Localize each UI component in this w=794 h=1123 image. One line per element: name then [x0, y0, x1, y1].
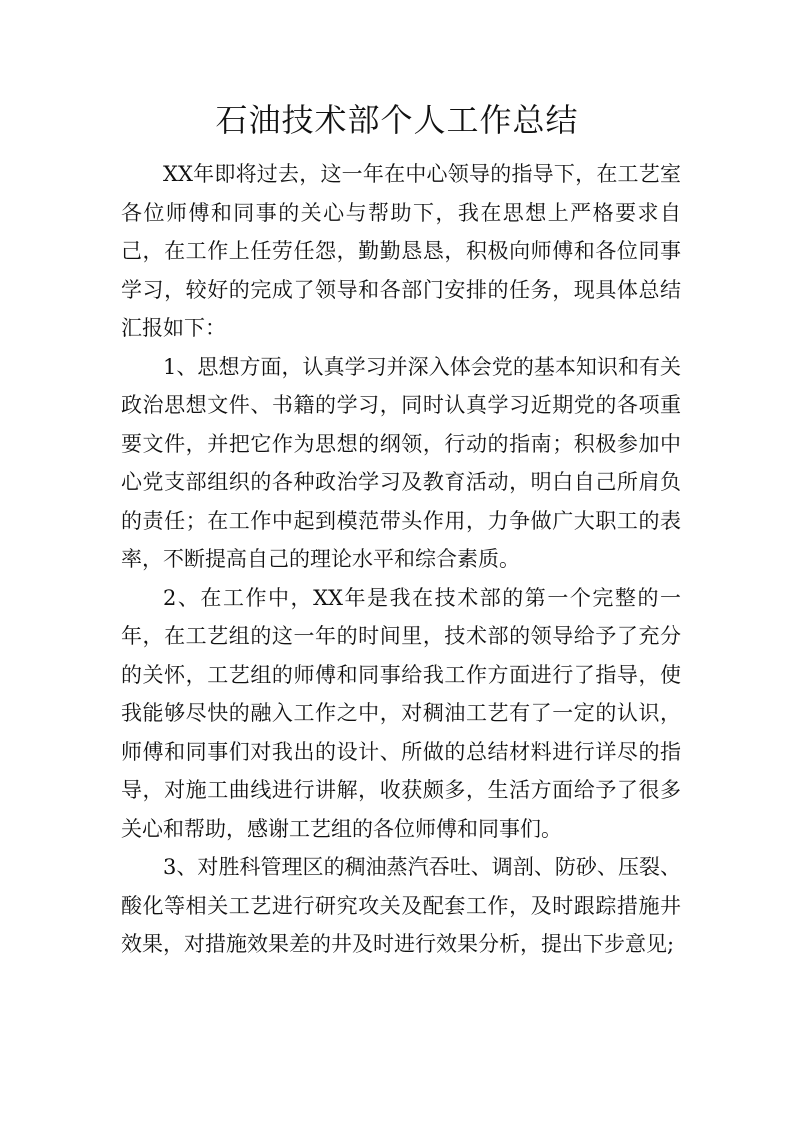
paragraph-intro: XX年即将过去，这一年在中心领导的指导下，在工艺室各位师傅和同事的关心与帮助下，我在思想上严格要求自己，在工作上任劳任怨，勤勤恳恳，积极向师傅和各位同事学习，较好的完成了领导和各部门安排的任务，现具体总结汇报如下：: [121, 162, 681, 340]
paragraph-work: 2、在工作中，XX年是我在技术部的第一个完整的一年，在工艺组的这一年的时间里，技术部的领导给予了充分的关怀，工艺组的师傅和同事给我工作方面进行了指导，使我能够尽快的融入工作之中，对稠油工艺有了一定的认识，师傅和同事们对我出的设计、所做的总结材料进行详尽的指导，对施工曲线进行讲解，收获颇多，生活方面给予了很多关心和帮助，感谢工艺组的各位师傅和同事们。: [121, 585, 681, 841]
paragraph-ideology: 1、思想方面，认真学习并深入体会党的基本知识和有关政治思想文件、书籍的学习，同时认真学习近期党的各项重要文件，并把它作为思想的纲领，行动的指南；积极参加中心党支部组织的各种政治学习及教育活动，明白自己所肩负的责任；在工作中起到模范带头作用，力争做广大职工的表率，不断提高自己的理论水平和综合素质。: [121, 354, 681, 571]
document-body: [121, 155, 681, 964]
document-title: 石油技术部个人工作总结: [215, 101, 579, 139]
paragraph-research: 3、对胜科管理区的稠油蒸汽吞吐、调剖、防砂、压裂、酸化等相关工艺进行研究攻关及配套工作，及时跟踪措施井效果，对措施效果差的井及时进行效果分析，提出下步意见;: [121, 855, 681, 956]
